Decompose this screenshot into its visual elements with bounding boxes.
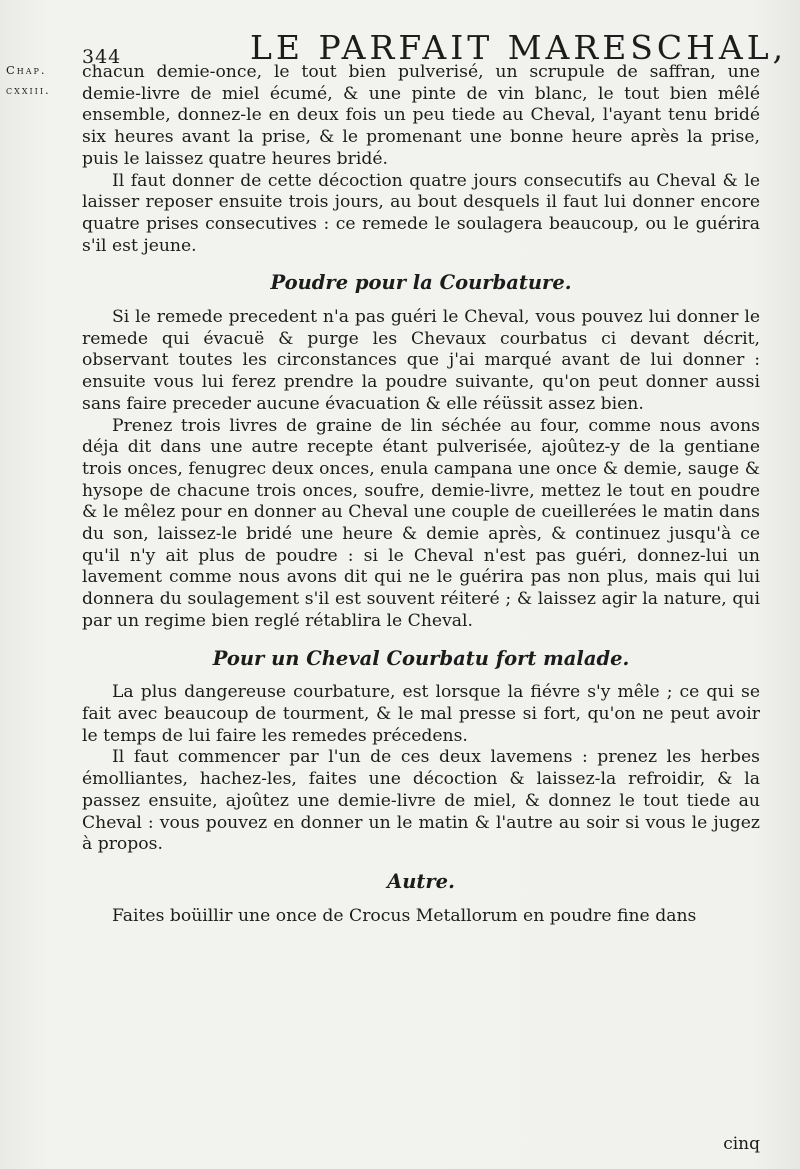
paragraph: Si le remede precedent n'a pas guéri le Cheval, vous pouvez lui donner le remede qui évacuë & purge les Chevaux courbatus ci devant décrit, observant toutes les circonstances que j'ai marqué avant de lui donner : ensuite vous lui ferez prendre la poudre suivante, qu'on peut donner aussi sans faire preceder aucune évacuation & elle réüssit assez bien. [82, 307, 760, 414]
chapter-margin-note [6, 60, 66, 100]
chapter-number: cxxiii. [6, 83, 51, 97]
section-heading: Poudre pour la Courbature. [270, 271, 572, 295]
paragraph: Il faut commencer par l'un de ces deux lavemens : prenez les herbes émolliantes, hachez-les, faites une décoction & laissez-la refroidir, & la passez ensuite, ajoûtez une demie-livre de miel, & donnez le tout tiede au Cheval : vous pouvez en donner un le matin & l'autre au soir si vous le jugez à propos. [82, 747, 760, 855]
section-heading: Pour un Cheval Courbatu fort malade. [212, 646, 630, 670]
paragraph: La plus dangereuse courbature, est lorsque la fiévre s'y mêle ; ce qui se fait avec beaucoup de tourment, & le mal presse si fort, qu'on ne peut avoir le temps de lui faire les remedes précedens. [82, 682, 760, 746]
page-number: 344 [82, 46, 122, 68]
body-text [82, 62, 760, 927]
paragraph: Il faut donner de cette décoction quatre jours consecutifs au Cheval & le laisser reposer ensuite trois jours, au bout desquels il faut lui donner encore quatre prises consecutives : ce remede le soulagera beaucoup, ou le guérira s'il est jeune. [82, 170, 760, 256]
section-heading: Autre. [387, 869, 455, 893]
paragraph: chacun demie-once, le tout bien pulverisé, un scrupule de saffran, une demie-livre de miel écumé, & une pinte de vin blanc, le tout bien mêlé ensemble, donnez-le en deux fois un peu tiede au Cheval, l'ayant tenu bridé six heures avant la prise, & le promenant une bonne heure après la prise, puis le laissez quatre heures bridé. [82, 62, 760, 169]
paragraph: Prenez trois livres de graine de lin séchée au four, comme nous avons déja dit dans une autre recepte étant pulverisée, ajoûtez-y de la gentiane trois onces, fenugrec deux onces, enula campana une once & demie, sauge & hysope de chacune trois onces, soufre, demie-livre, mettez le tout en poudre & le mêlez pour en donner au Cheval une couple de cueillerées le matin dans du son, laissez-le bridé une heure & demie après, & continuez jusqu'à ce qu'il n'y ait plus de poudre : si le Cheval n'est pas guéri, donnez-lui un lavement comme nous avons dit qui ne le guérira pas non plus, mais qui lui donnera du soulagement s'il est souvent réiteré ; & laissez agir la nature, qui par un regime bien reglé rétablira le Cheval. [82, 415, 760, 631]
chapter-label: Chap. [6, 63, 47, 77]
paragraph: Faites boüillir une once de Crocus Metallorum en poudre fine dans [112, 905, 697, 926]
running-title: LE PARFAIT MARESCHAL, [250, 28, 788, 67]
catchword: cinq [723, 1134, 760, 1154]
